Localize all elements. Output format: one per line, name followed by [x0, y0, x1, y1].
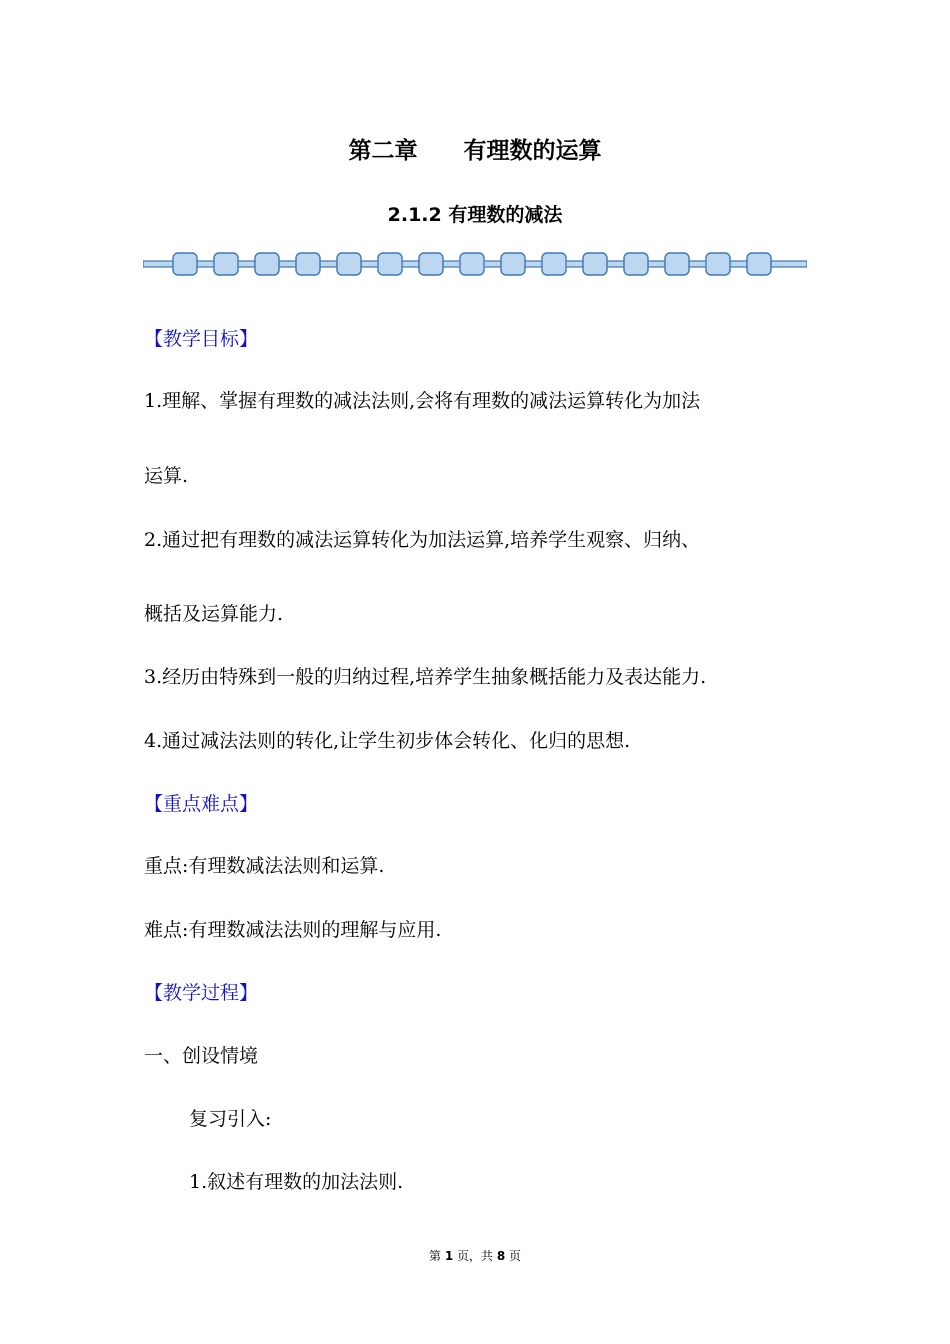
divider-bead [665, 253, 689, 275]
objective-3: 3.经历由特殊到一般的归纳过程,培养学生抽象概括能力及表达能力. [144, 666, 707, 688]
review-item-1: 1.叙述有理数的加法法则. [189, 1171, 404, 1193]
key-point: 重点:有理数减法法则和运算. [144, 855, 385, 877]
footer-prefix: 第 [428, 1249, 445, 1263]
review-intro: 复习引入: [189, 1108, 272, 1130]
divider-bead [419, 253, 443, 275]
footer-middle: 页，共 [453, 1249, 497, 1263]
difficult-point: 难点:有理数减法法则的理解与应用. [144, 919, 442, 941]
process-heading: 【教学过程】 [144, 982, 259, 1004]
divider-bead [542, 253, 566, 275]
divider-bead [583, 253, 607, 275]
divider-bead [173, 253, 197, 275]
footer-suffix: 页 [505, 1249, 521, 1263]
objective-4: 4.通过减法法则的转化,让学生初步体会转化、化归的思想. [144, 730, 631, 752]
divider-bead [337, 253, 361, 275]
footer-page-number: 1 [444, 1249, 454, 1263]
divider-bead [214, 253, 238, 275]
divider-beads [173, 253, 771, 275]
section-title: 2.1.2 有理数的减法 [387, 204, 563, 226]
divider-bead [624, 253, 648, 275]
divider-bead [706, 253, 730, 275]
chapter-title: 第二章 有理数的运算 [348, 138, 602, 164]
divider-bead [378, 253, 402, 275]
divider-bead [747, 253, 771, 275]
divider-bead [296, 253, 320, 275]
page-footer [0, 1247, 950, 1264]
key-points-heading: 【重点难点】 [144, 793, 259, 815]
process-step-1: 一、创设情境 [144, 1045, 259, 1067]
divider-bead [255, 253, 279, 275]
divider-bead [501, 253, 525, 275]
decorative-chain-divider [143, 250, 807, 278]
objective-1-line-1: 1.理解、掌握有理数的减法法则,会将有理数的减法运算转化为加法 [144, 390, 701, 412]
objective-2-line-2: 概括及运算能力. [144, 603, 284, 625]
divider-bead [460, 253, 484, 275]
objectives-heading: 【教学目标】 [144, 328, 259, 350]
objective-2-line-1: 2.通过把有理数的减法运算转化为加法运算,培养学生观察、归纳、 [144, 529, 701, 551]
footer-total-pages: 8 [496, 1249, 506, 1263]
objective-1-line-2: 运算. [144, 465, 189, 487]
